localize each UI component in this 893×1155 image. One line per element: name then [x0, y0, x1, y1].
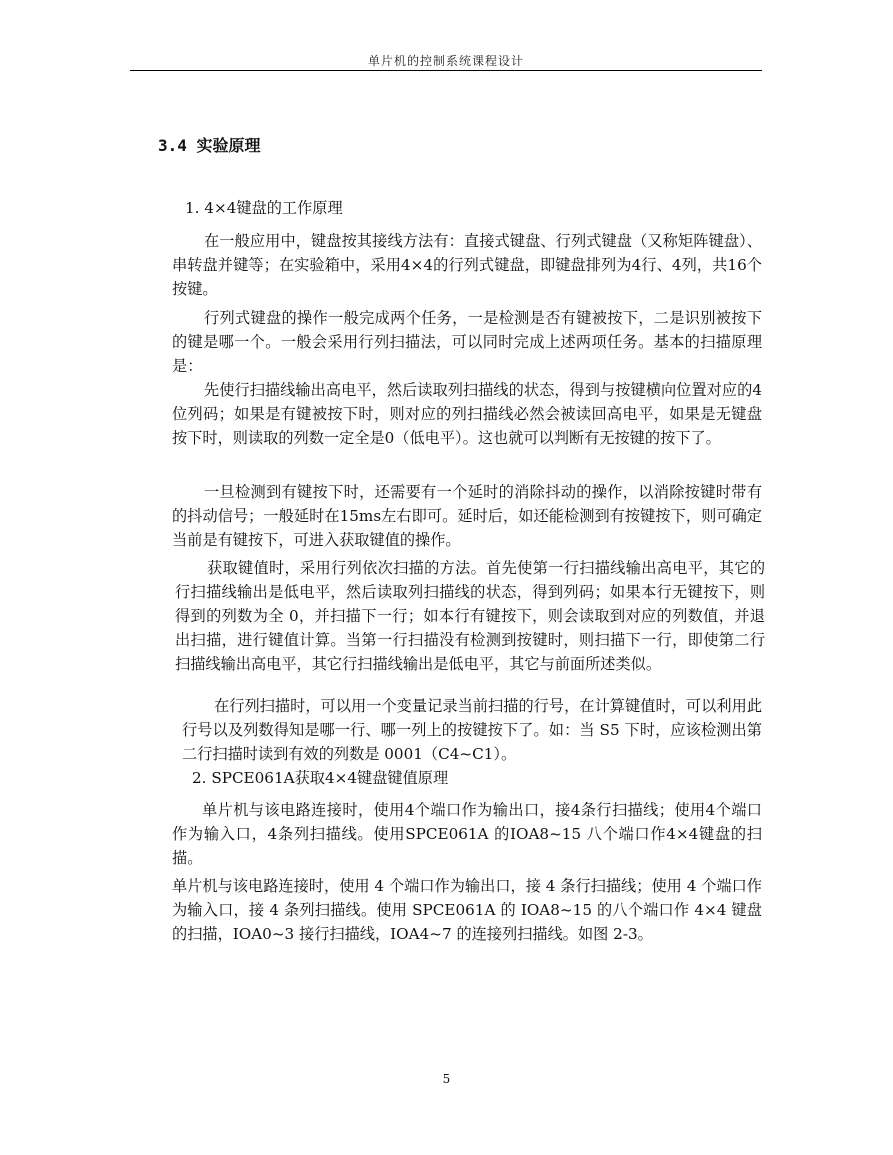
- subsection-heading-2: 2. SPCE061A获取4×4键盘键值原理: [192, 769, 449, 787]
- paragraph-6: 在行列扫描时，可以用一个变量记录当前扫描的行号，在计算键值时，可以利用此行号以及列数得知是哪一行、哪一列上的按键按下了。如：当 S5 下时，应该检测出第二行扫描时读到有效的列数是 0001（C4~C1）。: [182, 697, 762, 763]
- subsection-heading-1: 1. 4×4键盘的工作原理: [185, 199, 343, 217]
- paragraph-2: 行列式键盘的操作一般完成两个任务，一是检测是否有键被按下，二是识别被按下的键是哪一个。一般会采用行列扫描法，可以同时完成上述两项任务。基本的扫描原理是：: [172, 309, 762, 375]
- paragraph-8: 单片机与该电路连接时，使用 4 个端口作为输出口，接 4 条行扫描线；使用 4 个端口作为输入口，接 4 条列扫描线。使用 SPCE061A 的 IOA8~15 的八个端口作 4×4 键盘的扫描，IOA0~3 接行扫描线，IOA4~7 的连接列扫描线。如图 2-3。: [172, 877, 762, 943]
- page-number: 5: [442, 1072, 451, 1086]
- paragraph-7: 单片机与该电路连接时，使用4个端口作为输出口，接4条行扫描线；使用4个端口作为输入口，4条列扫描线。使用SPCE061A 的IOA8~15 八个端口作4×4键盘的扫描。: [172, 801, 762, 867]
- section-heading: [158, 133, 261, 156]
- paragraph-1: 在一般应用中，键盘按其接线方法有：直接式键盘、行列式键盘（又称矩阵键盘）、串转盘并键等；在实验箱中，采用4×4的行列式键盘，即键盘排列为4行、4列，共16个按键。: [172, 232, 762, 298]
- paragraph-5: 获取键值时，采用行列依次扫描的方法。首先使第一行扫描线输出高电平，其它的行扫描线输出是低电平，然后读取列扫描线的状态，得到列码；如果本行无键按下，则得到的列数为全 0，并扫描下一行；如本行有键按下，则会读取到对应的列数值，并退出扫描，进行键值计算。当第一行扫描没有检测到按键时，则扫描下一行，即使第二行扫描线输出高电平，其它行扫描线输出是低电平，其它与前面所述类似。: [175, 559, 765, 673]
- running-header: 单片机的控制系统课程设计: [367, 54, 524, 68]
- header-divider: [130, 70, 762, 71]
- section-number: 3.4: [158, 136, 187, 155]
- paragraph-3: 先使行扫描线输出高电平，然后读取列扫描线的状态，得到与按键横向位置对应的4位列码；如果是有键被按下时，则对应的列扫描线必然会被读回高电平，如果是无键盘按下时，则读取的列数一定全是0（低电平）。这也就可以判断有无按键的按下了。: [172, 381, 762, 447]
- section-title: 实验原理: [196, 136, 261, 155]
- paragraph-4: 一旦检测到有键按下时，还需要有一个延时的消除抖动的操作，以消除按键时带有的抖动信号；一般延时在15ms左右即可。延时后，如还能检测到有按键按下，则可确定当前是有键按下，可进入获取键值的操作。: [172, 483, 762, 549]
